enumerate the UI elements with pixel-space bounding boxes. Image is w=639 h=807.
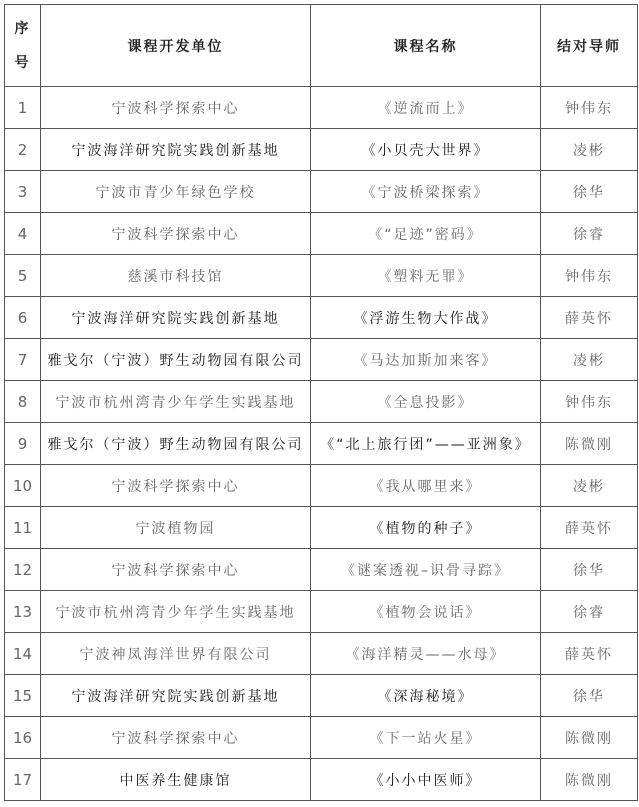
row-unit: 宁波科学探索中心 — [41, 87, 311, 129]
row-no: 17 — [5, 759, 41, 801]
row-unit: 宁波市青少年绿色学校 — [41, 171, 311, 213]
row-unit: 宁波科学探索中心 — [41, 213, 311, 255]
row-mentor: 徐睿 — [541, 213, 638, 255]
row-no: 6 — [5, 297, 41, 339]
table-row — [5, 759, 638, 801]
row-mentor: 徐华 — [541, 675, 638, 717]
row-course-name: 《浮游生物大作战》 — [311, 297, 541, 339]
row-no: 10 — [5, 465, 41, 507]
row-course-name: 《小贝壳大世界》 — [311, 129, 541, 171]
row-mentor: 凌彬 — [541, 339, 638, 381]
row-mentor: 徐华 — [541, 171, 638, 213]
row-unit: 雅戈尔（宁波）野生动物园有限公司 — [41, 423, 311, 465]
row-course-name: 《谜案透视–识骨寻踪》 — [311, 549, 541, 591]
row-unit: 雅戈尔（宁波）野生动物园有限公司 — [41, 339, 311, 381]
table-row — [5, 171, 638, 213]
row-mentor: 薛英怀 — [541, 297, 638, 339]
row-no: 2 — [5, 129, 41, 171]
table-row — [5, 381, 638, 423]
row-no: 16 — [5, 717, 41, 759]
row-unit: 宁波科学探索中心 — [41, 717, 311, 759]
table-row — [5, 255, 638, 297]
row-mentor: 薛英怀 — [541, 507, 638, 549]
row-no: 5 — [5, 255, 41, 297]
row-unit: 宁波市杭州湾青少年学生实践基地 — [41, 591, 311, 633]
row-no: 3 — [5, 171, 41, 213]
header-unit: 课程开发单位 — [41, 5, 311, 87]
row-unit: 宁波海洋研究院实践创新基地 — [41, 129, 311, 171]
row-mentor: 钟伟东 — [541, 381, 638, 423]
header-no-line2: 号 — [14, 54, 31, 71]
row-no: 9 — [5, 423, 41, 465]
row-unit: 中医养生健康馆 — [41, 759, 311, 801]
header-course-name: 课程名称 — [311, 5, 541, 87]
header-no-line1: 序 — [14, 20, 31, 37]
table-row — [5, 213, 638, 255]
row-unit: 宁波科学探索中心 — [41, 549, 311, 591]
row-course-name: 《海洋精灵——水母》 — [311, 633, 541, 675]
row-mentor: 薛英怀 — [541, 633, 638, 675]
row-course-name: 《深海秘境》 — [311, 675, 541, 717]
row-mentor: 陈微刚 — [541, 423, 638, 465]
row-mentor: 陈微刚 — [541, 717, 638, 759]
row-course-name: 《小小中医师》 — [311, 759, 541, 801]
header-row — [5, 5, 638, 87]
row-course-name: 《“北上旅行团”——亚洲象》 — [311, 423, 541, 465]
row-course-name: 《下一站火星》 — [311, 717, 541, 759]
table-row — [5, 675, 638, 717]
row-course-name: 《塑料无罪》 — [311, 255, 541, 297]
row-no: 13 — [5, 591, 41, 633]
row-course-name: 《全息投影》 — [311, 381, 541, 423]
row-mentor: 徐华 — [541, 549, 638, 591]
row-mentor: 凌彬 — [541, 465, 638, 507]
table-row — [5, 339, 638, 381]
row-no: 12 — [5, 549, 41, 591]
table-row — [5, 591, 638, 633]
row-course-name: 《马达加斯加来客》 — [311, 339, 541, 381]
row-no: 1 — [5, 87, 41, 129]
row-mentor: 钟伟东 — [541, 255, 638, 297]
table-row — [5, 507, 638, 549]
row-unit: 慈溪市科技馆 — [41, 255, 311, 297]
row-mentor: 徐睿 — [541, 591, 638, 633]
header-no — [5, 5, 41, 87]
row-course-name: 《宁波桥梁探索》 — [311, 171, 541, 213]
row-course-name: 《我从哪里来》 — [311, 465, 541, 507]
course-table — [4, 4, 638, 801]
row-no: 15 — [5, 675, 41, 717]
row-unit: 宁波海洋研究院实践创新基地 — [41, 297, 311, 339]
table-row — [5, 423, 638, 465]
header-mentor: 结对导师 — [541, 5, 638, 87]
row-course-name: 《逆流而上》 — [311, 87, 541, 129]
table-row — [5, 717, 638, 759]
row-unit: 宁波科学探索中心 — [41, 465, 311, 507]
table-row — [5, 633, 638, 675]
row-course-name: 《植物会说话》 — [311, 591, 541, 633]
row-no: 7 — [5, 339, 41, 381]
row-no: 14 — [5, 633, 41, 675]
row-unit: 宁波市杭州湾青少年学生实践基地 — [41, 381, 311, 423]
row-unit: 宁波植物园 — [41, 507, 311, 549]
row-no: 4 — [5, 213, 41, 255]
row-unit: 宁波神凤海洋世界有限公司 — [41, 633, 311, 675]
table-row — [5, 297, 638, 339]
row-unit: 宁波海洋研究院实践创新基地 — [41, 675, 311, 717]
row-no: 11 — [5, 507, 41, 549]
table-row — [5, 87, 638, 129]
row-course-name: 《“足迹”密码》 — [311, 213, 541, 255]
row-no: 8 — [5, 381, 41, 423]
table-body — [5, 87, 638, 801]
row-mentor: 陈微刚 — [541, 759, 638, 801]
table-row — [5, 549, 638, 591]
row-mentor: 钟伟东 — [541, 87, 638, 129]
table-row — [5, 129, 638, 171]
row-mentor: 凌彬 — [541, 129, 638, 171]
table-row — [5, 465, 638, 507]
row-course-name: 《植物的种子》 — [311, 507, 541, 549]
